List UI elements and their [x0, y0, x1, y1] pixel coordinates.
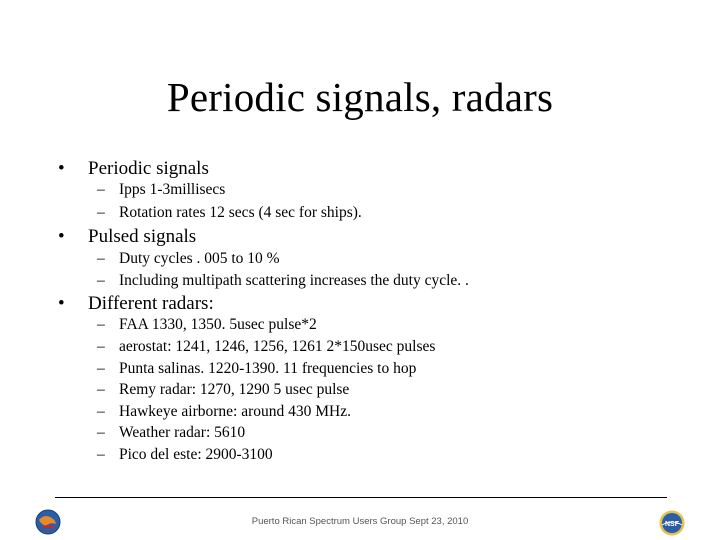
- nsf-logo-icon: [658, 509, 686, 537]
- footer-text: Puerto Rican Spectrum Users Group Sept 23, 2010: [251, 516, 469, 527]
- sub-item: [97, 445, 273, 465]
- sub-item-text: Rotation rates 12 secs (4 sec for ships).: [119, 204, 362, 221]
- bullet-heading: Periodic signals: [88, 158, 209, 179]
- sub-item: [97, 180, 225, 200]
- sub-item-text: aerostat: 1241, 1246, 1256, 1261 2*150usec pulses: [119, 338, 436, 355]
- dash-marker: –: [97, 424, 105, 441]
- sub-item: [97, 380, 349, 400]
- sub-item-text: Punta salinas. 1220-1390. 11 frequencies to hop: [119, 360, 417, 377]
- bullet-dot: •: [58, 226, 65, 247]
- dash-marker: –: [97, 403, 105, 420]
- sub-item-text: Pico del este: 2900-3100: [119, 446, 273, 463]
- bullet-dot: •: [58, 293, 65, 314]
- sub-item: [97, 337, 435, 357]
- dash-marker: –: [97, 338, 105, 355]
- dash-marker: –: [97, 250, 105, 267]
- sub-item-text: Ipps 1-3millisecs: [119, 181, 226, 198]
- dash-marker: –: [97, 381, 105, 398]
- sub-item: [97, 423, 245, 443]
- sub-item: [97, 271, 469, 291]
- dash-marker: –: [97, 181, 105, 198]
- sub-item: [97, 203, 362, 223]
- bullet-heading: Pulsed signals: [88, 226, 197, 247]
- sub-item-text: FAA 1330, 1350. 5usec pulse*2: [119, 316, 317, 333]
- dash-marker: –: [97, 204, 105, 221]
- sub-item-text: Remy radar: 1270, 1290 5 usec pulse: [119, 381, 350, 398]
- dash-marker: –: [97, 360, 105, 377]
- bullet-periodic-signals: [58, 157, 209, 181]
- sub-item: [97, 249, 280, 269]
- bullet-heading: Different radars:: [88, 293, 214, 314]
- dash-marker: –: [97, 316, 105, 333]
- bullet-dot: •: [58, 158, 65, 179]
- sub-item: [97, 315, 317, 335]
- nsf-logo-text: NSF: [665, 521, 679, 528]
- sub-item-text: Hawkeye airborne: around 430 MHz.: [119, 403, 351, 420]
- bullet-different-radars: [58, 292, 214, 316]
- sub-item: [97, 402, 351, 422]
- dash-marker: –: [97, 446, 105, 463]
- bullet-pulsed-signals: [58, 225, 196, 249]
- dash-marker: –: [97, 272, 105, 289]
- sub-item-text: Including multipath scattering increases the duty cycle. .: [119, 272, 469, 289]
- slide-title: Periodic signals, radars: [166, 74, 554, 120]
- sub-item-text: Weather radar: 5610: [119, 424, 246, 441]
- sub-item: [97, 359, 416, 379]
- sub-item-text: Duty cycles . 005 to 10 %: [119, 250, 280, 267]
- footer-divider: [55, 497, 667, 498]
